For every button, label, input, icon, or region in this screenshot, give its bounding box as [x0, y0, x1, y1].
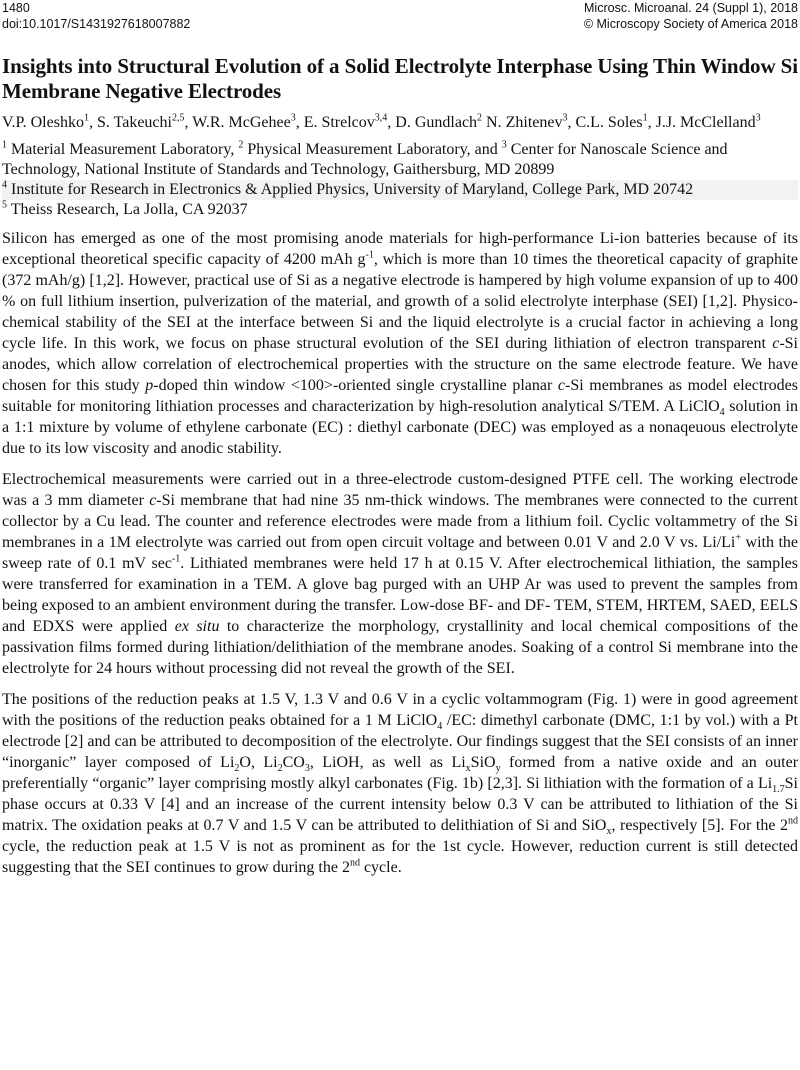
article-title: Insights into Structural Evolution of a Solid Electrolyte Interphase Using Thin Window Si Membrane Negative Electrodes — [2, 54, 798, 103]
page-header — [0, 0, 800, 34]
header-right — [584, 0, 798, 32]
author-name: J.J. McClelland — [655, 114, 756, 131]
author-list: V.P. Oleshko$^1$, S. Takeuchi$^{2,5}$, W.R. McGehee$^3$, E. Strelcov$^{3,4}$, D. Gundlach$^2$ N. Zhitenev$^3$, C.L. Soles$^1$, J.J. McClelland$^3$ — [2, 112, 761, 131]
affiliation-4 — [2, 180, 798, 200]
affiliation-marker: 2 — [238, 139, 244, 151]
author-affiliation: 2,5 — [171, 112, 185, 124]
affiliation-text: Physical Measurement Laboratory, and — [247, 141, 498, 158]
author-affiliation: 3 — [562, 112, 568, 124]
article-content — [2, 54, 798, 878]
affiliation-1-3 — [2, 140, 798, 180]
affiliation-marker: 4 — [2, 179, 7, 191]
author-affiliation: 3 — [755, 112, 761, 124]
author-affiliation: 1 — [642, 112, 648, 124]
author-affiliation: 2 — [477, 112, 483, 124]
author-affiliation: 3,4 — [374, 112, 388, 124]
page-number: 1480 — [2, 1, 30, 15]
affiliation-marker: 5 — [2, 199, 7, 211]
doi: doi:10.1017/S1431927618007882 — [2, 17, 191, 31]
author-affiliation: 1 — [83, 112, 89, 124]
author-name: C.L. Soles — [575, 114, 643, 131]
author-name: W.R. McGehee — [192, 114, 291, 131]
copyright: © Microscopy Society of America 2018 — [583, 17, 798, 31]
affiliation-text: Theiss Research, La Jolla, CA 92037 — [10, 201, 248, 218]
affiliation-5 — [2, 200, 798, 220]
paragraph-results: The positions of the reduction peaks at 1.5 V, 1.3 V and 0.6 V in a cyclic voltammogram (Fig. 1) were in good agreement with the positions of the reduction peaks obtained for a 1 M LiClO$_4$ /EC: dimethyl carbonate (DMC, 1:1 by vol.) with a Pt electrode [2] and can be attributed to decomposition of the electrolyte. Our findings suggest that the SEI consists of an inner “inorganic” layer composed of $Li_2O$, $Li_2CO_3$, LiOH, as well as $Li_xSiO_y$ formed from a native oxide and an outer preferentially “organic” layer comprising mostly alkyl carbonates (Fig. 1b) [2,3]. Si lithiation with the formation of a $Li_{1.7}Si$ phase occurs at 0.33 V [4] and an increase of the current intensity below 0.3 V can be attributed to lithiation of the Si matrix. The oxidation peaks at 0.7 V and 1.5 V can be attributed to delithiation of Si and SiO$_x$, respectively [5]. For the 2nd cycle, the reduction peak at 1.5 V is not as prominent as for the 1st cycle. However, reduction current is still detected suggesting that the SEI continues to grow during the 2nd cycle. — [2, 691, 799, 876]
affiliation-marker: 3 — [501, 139, 507, 151]
paragraph-introduction: Silicon has emerged as one of the most promising anode materials for high-performance Li-ion batteries because of its exceptional theoretical specific capacity of 4200 mAh $g^{-1}$, which is more than 10 times the theoretical capacity of graphite (372 mAh/g) [1,2]. However, practical use of Si as a negative electrode is hampered by high volume expansion of up to 400 % on full lithium insertion, pulverization of the material, and growth of a solid electrolyte interphase (SEI) [1,2]. Physico-chemical stability of the SEI at the interface between Si and the liquid electrolyte is a crucial factor in achieving a long cycle life. In this work, we focus on phase structural evolution of the SEI during lithiation of electron transparent c-Si anodes, which allow correlation of electrochemical properties with the structure on the same electrode feature. We have chosen for this study p-doped thin window <100>-oriented single crystalline planar c-Si membranes as model electrodes suitable for monitoring lithiation processes and characterization by high-resolution analytical S/TEM. A LiClO$_4$ solution in a 1:1 mixture by volume of ethylene carbonate (EC) : diethyl carbonate (DEC) was employed as a nonaqeuous electrolyte due to its low viscosity and anodic stability. — [2, 230, 798, 457]
paragraph-methods: Electrochemical measurements were carried out in a three-electrode custom-designed PTFE cell. The working electrode was a 3 mm diameter c-Si membrane that had nine 35 nm-thick windows. The membranes were connected to the current collector by a Cu lead. The counter and reference electrodes were made from a lithium foil. Cyclic voltammetry of the Si membranes in a 1M electrolyte was carried out from open circuit voltage and between 0.01 V and 2.0 V vs. Li/Li+ with the sweep rate of 0.1 mV $\sec^{-1}$. Lithiated membranes were held 17 h at 0.15 V. After electrochemical lithiation, the samples were transferred for examination in a TEM. A glove bag purged with an UHP Ar was used to prevent the samples from being exposed to an ambient environment during the transfer. Low-dose BF- and DF- TEM, STEM, HRTEM, SAED, EELS and EDXS were applied ex situ to characterize the morphology, crystallinity and local chemical compositions of the passivation films formed during lithiation/delithiation of the membrane anodes. Soaking of a control Si membrane into the electrolyte for 24 hours without processing did not reveal the growth of the SEI. — [2, 471, 799, 677]
author-name: E. Strelcov — [303, 114, 375, 131]
author-name: D. Gundlach — [395, 114, 478, 131]
header-left — [2, 0, 190, 32]
author-affiliation: 3 — [290, 112, 296, 124]
affiliation-text: Institute for Research in Electronics & Applied Physics, University of Maryland, College Park, MD 20742 — [11, 181, 694, 198]
affiliations — [2, 140, 798, 220]
affiliation-text: Center for Nanoscale Science and Technology, National Institute of Standards and Technology, Gaithersburg, MD 20899 — [2, 141, 728, 178]
journal-citation: Microsc. Microanal. 24 (Suppl 1), 2018 — [584, 1, 798, 15]
author-name: S. Takeuchi — [96, 114, 172, 131]
affiliation-text: Material Measurement Laboratory, — [11, 141, 235, 158]
affiliation-marker: 1 — [2, 139, 7, 151]
author-name: N. Zhitenev — [486, 114, 563, 131]
author-name: V.P. Oleshko — [2, 114, 84, 131]
